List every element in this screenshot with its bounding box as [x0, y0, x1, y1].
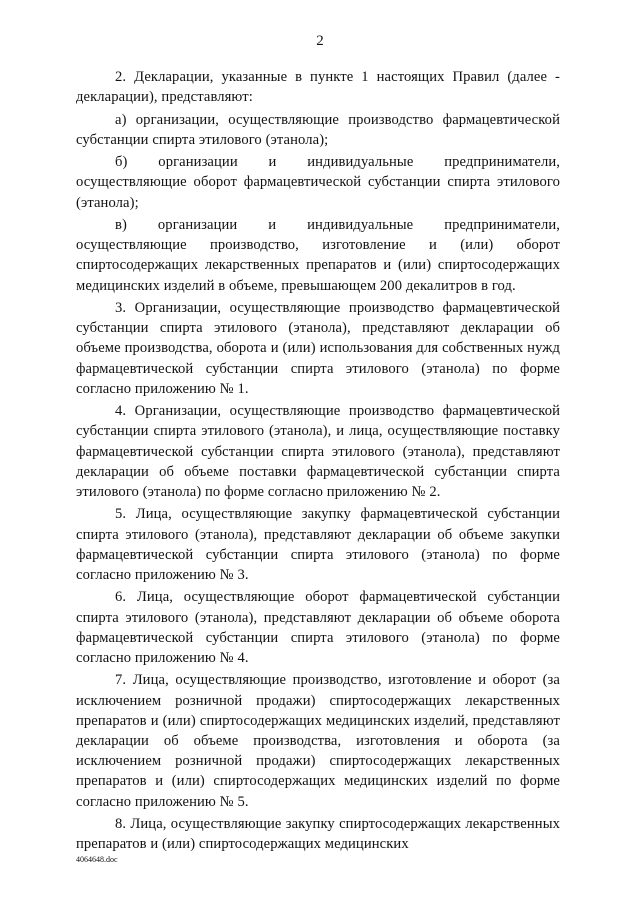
paragraph-4: 4. Организации, осуществляющие производство фармацевтической субстанции спирта этилового (этанола), и лица, осуществляющие поставку фармацевтической субстанции спирта этилового (этанола), представляют декларации об объеме поставки фармацевтической субстанции спирта этилового (этанола) по форме согласно приложению № 2. [76, 403, 560, 500]
document-body [76, 67, 560, 857]
paragraph-2: 2. Декларации, указанные в пункте 1 настоящих Правил (далее - декларации), представляют: [76, 69, 560, 106]
paragraph-5: 5. Лица, осуществляющие закупку фармацевтической субстанции спирта этилового (этанола), представляют декларации об объеме закупки фармацевтической субстанции спирта этилового (этанола) по форме согласно приложению № 3. [76, 506, 560, 583]
paragraph-2c: в) организации и индивидуальные предприниматели, осуществляющие производство, изготовление и (или) оборот спиртосодержащих лекарственных препаратов и (или) спиртосодержащих медицинских изделий в объеме, превышающем 200 декалитров в год. [76, 216, 560, 294]
paragraph-7: 7. Лица, осуществляющие производство, изготовление и оборот (за исключением розничной продажи) спиртосодержащих лекарственных препаратов и (или) спиртосодержащих медицинских изделий, представляют декларации об объеме производства, изготовления и оборота (за исключением розничной продажи) спиртосодержащих лекарственных препаратов и (или) спиртосодержащих медицинских изделий по форме согласно приложению № 5. [76, 672, 560, 810]
page-number: 2 [316, 33, 324, 49]
document-file-id: 4064648.doc [76, 855, 118, 864]
paragraph-8: 8. Лица, осуществляющие закупку спиртосодержащих лекарственных препаратов и (или) спиртосодержащих медицинских [76, 816, 560, 853]
paragraph-6: 6. Лица, осуществляющие оборот фармацевтической субстанции спирта этилового (этанола), представляют декларации об объеме оборота фармацевтической субстанции спирта этилового (этанола) по форме согласно приложению № 4. [76, 589, 560, 666]
paragraph-2b: б) организации и индивидуальные предприниматели, осуществляющие оборот фармацевтической субстанции спирта этилового (этанола); [76, 154, 560, 211]
paragraph-2a: а) организации, осуществляющие производство фармацевтической субстанции спирта этилового (этанола); [76, 111, 560, 148]
paragraph-3: 3. Организации, осуществляющие производство фармацевтической субстанции спирта этилового (этанола), представляют декларации об объеме производства, оборота и (или) использования для собственных нужд фармацевтической субстанции спирта этилового (этанола) по форме согласно приложению № 1. [76, 299, 560, 397]
